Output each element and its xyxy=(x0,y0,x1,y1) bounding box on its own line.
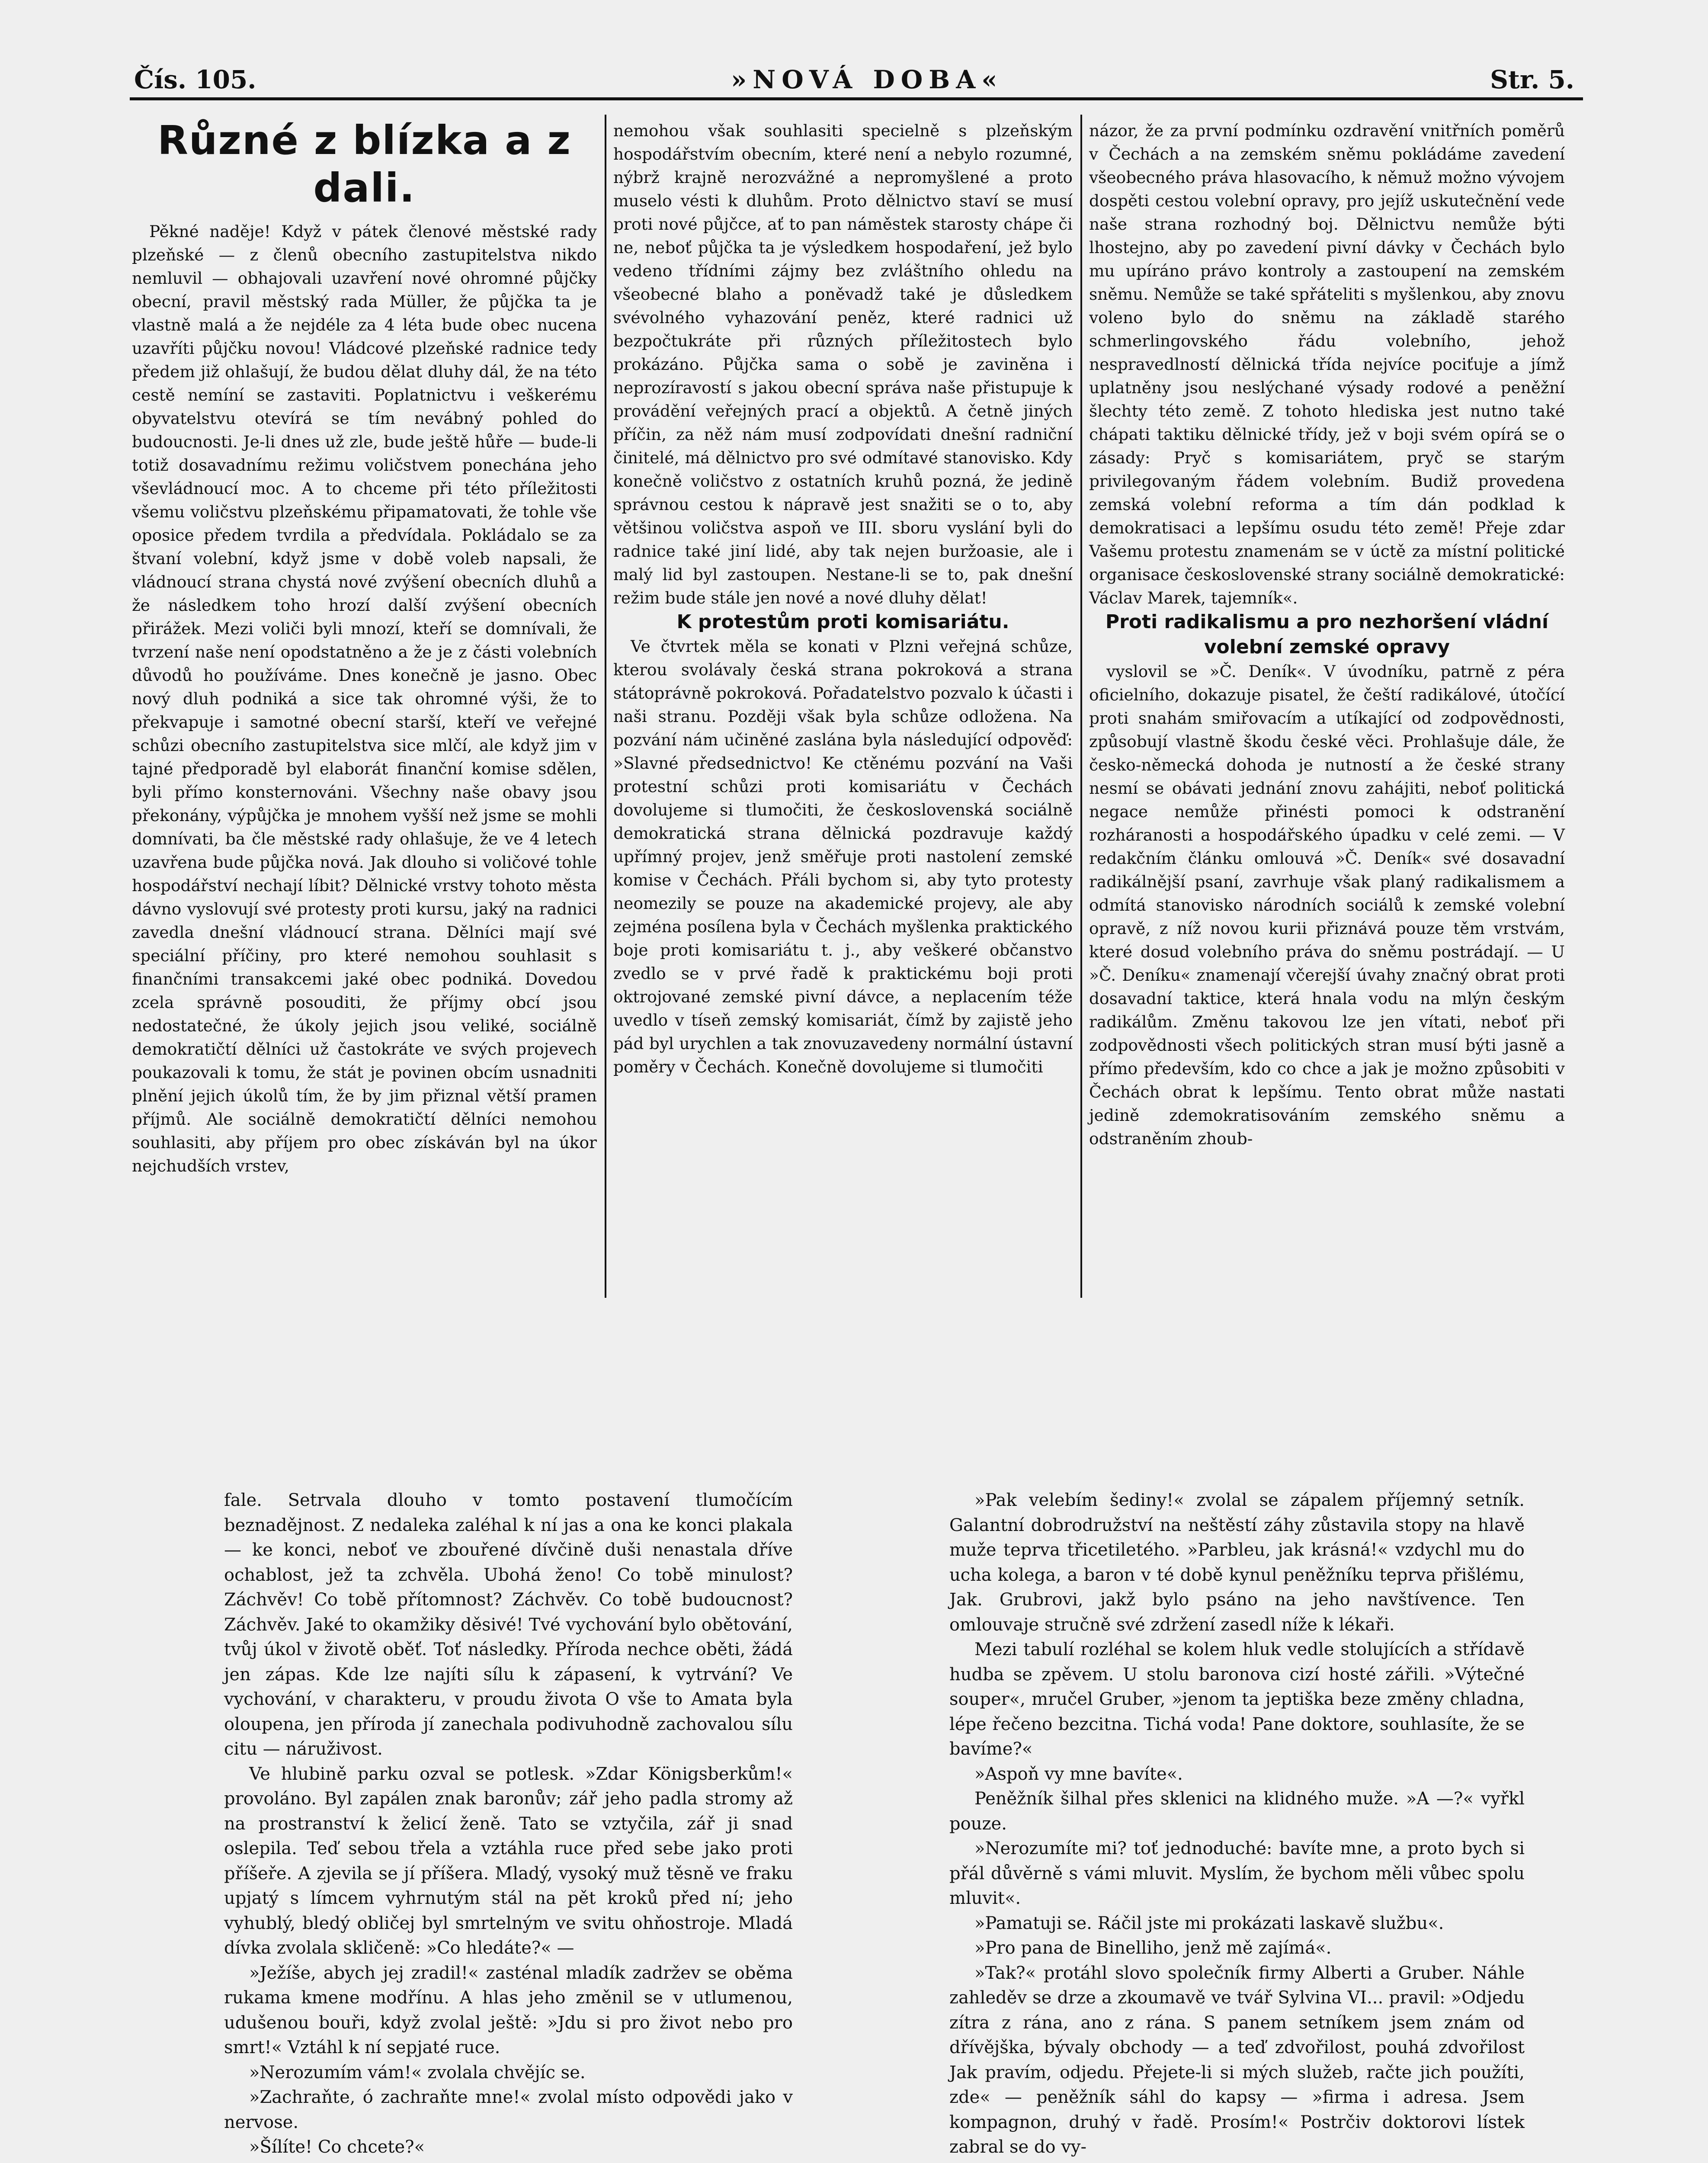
story-paragraph: »Zachraňte, ó zachraňte mne!« zvolal místo odpovědi jako v nervose. xyxy=(224,2087,793,2132)
column-2-paragraph: nemohou však souhlasiti specielně s plzeňským hospodářstvím obecním, které není a nebylo rozumné, nýbrž krajně nerozvážné a nepromyšlené a proto muselo vésti k dluhům. Proto dělnictvo staví se musí proti nové půjčce, ať to pan náměstek starosty chápe či ne, neboť půjčka ta je výsledkem hospodaření, jež bylo vedeno třídními zájmy bez zvláštního ohledu na všeobecné blaho a poněvadž také je důsledkem svévolného vyhazování peněz, které radnici už bezpočtukráte při různých příležitostech bylo prokázáno. Půjčka sama o sobě je zaviněna i neprozíravostí s jakou obecní správa naše přistupuje k provádění veřejných prací a objektů. A četně jiných příčin, za něž nám musí zodpovídati dnešní radniční činitelé, má dělnictvo pro své odmítavé stanovisko. Kdy konečně voličstvo z ostatních kruhů pozná, že jedině správnou cestou k nápravě jest snažiti se o to, aby většinou voličstva aspoň ve III. sboru vyslání byli do radnice také jiní lidé, aby tak nejen buržoasie, ale i malý lid byl zastoupen. Nestane-li se to, pak dnešní režim bude stále jen nové a nové dluhy dělat! xyxy=(613,121,1073,607)
column-2 xyxy=(613,119,1073,1078)
header-rule xyxy=(130,97,1583,100)
column-1-paragraph: Pěkné naděje! Když v pátek členové městské rady plzeňské — z členů obecního zastupitelstva nikdo nemluvil — obhajovali uzavření nové ohromné půjčky obecní, pravil městský rada Müller, že půjčka ta je vlastně malá a že nejdéle za 4 léta bude obec nucena uzavříti půjčku novou! Vládcové plzeňské radnice tedy předem již ohlašují, že budou dělat dluhy dál, že na této cestě nemíní se zastaviti. Poplatnictvu i veškerému obyvatelstvu otevírá se tím nevábný pohled do budoucnosti. Je-li dnes už zle, bude ještě hůře — bude-li totiž dosavadnímu režimu voličstvem ponechána jeho vševládnoucí moc. A to chceme při této příležitosti všemu voličstvu plzeňskému připamatovati, že tohle vše oposice předem tvrdila a předvídala. Pokládalo se za štvaní volební, když jsme v době voleb napsali, že vládnoucí strana chystá nové zvýšení obecních dluhů a že následkem toho hrozí další zvýšení obecních přirážek. Mezi voliči byli mnozí, kteří se domnívali, že tvrzení naše není opodstatněno a že je z části volebních důvodů ho používáme. Dnes konečně je jasno. Obec nový dluh podniká a sice tak ohromné výši, že to překvapuje i samotné obecní starší, kteří ve veřejné schůzi obecního zastupitelstva sice mlčí, ale když jim v tajné předporadě byl elaborát finanční komise sdělen, byli přímo konsternováni. Všechny naše obavy jsou překonány, výpůjčka je mnohem vyšší než jsme se mohli domnívati, ba čle městské rady ohlašuje, že ve 4 letech uzavřena bude půjčka nová. Jak dlouho si voličové tohle hospodářství nechají líbit? Dělnické vrstvy tohoto města dávno vyslovují své protesty proti kursu, jaký na radnici zavedla dnešní vládnoucí strana. Dělníci mají své speciální příčiny, pro které nemohou souhlasit s finančními transakcemi jaké obec podniká. Dovedou zcela správně posouditi, že příjmy obcí jsou nedostatečné, že úkoly jejich jsou veliké, sociálně demokratičtí dělníci už častokráte ve svých projevech poukazovali k tomu, že stát je povinen obcím usnadniti plnění jejich úkolů tím, že by jim přiznal větší pramen příjmů. Ale sociálně demokratičtí dělníci nemohou souhlasiti, aby příjem pro obec získáván byl na úkor nejchudších vrstev, xyxy=(132,222,597,1175)
page-number: Str. 5. xyxy=(1490,65,1574,94)
issue-number: Čís. 105. xyxy=(134,65,256,94)
story-paragraph: Ve hlubině parku ozval se potlesk. »Zdar Königsberkům!« provoláno. Byl zapálen znak baronův; zář jeho padla stromy až na prostranství k želicí ženě. Tato se vztyčila, zář ji snad oslepila. Teď sebou třela a vztáhla ruce před sebe jako proti příšeře. A zjevila se jí příšera. Mladý, vysoký muž těsně ve fraku upjatý s límcem vyhrnutým stál na pět kroků před ní; jeho vyhublý, bledý obličej byl smrtelným ve svitu ohňostroje. Mladá dívka zvolala skličeně: »Co hledáte?« — xyxy=(224,1764,793,1958)
column-2-subhead: K protestům proti komisariátu. xyxy=(676,611,1009,633)
story-paragraph: fale. Setrvala dlouho v tomto postavení tlumočícím beznadějnost. Z nedaleka zaléhal k ní jas a ona ke konci plakala — ke konci, neboť ve zbouřené dívčině duši nenastala dříve ochablost, jež ta zchvěla. Ubohá ženo! Co tobě minulost? Záchvěv! Co tobě přítomnost? Záchvěv. Co tobě budoucnost? Záchvěv. Jaké to okamžiky děsivé! Tvé vychování bylo obětování, tvůj úkol v životě oběť. Toť následky. Příroda nechce oběti, žádá jen zápas. Kde lze najíti sílu k zápasení, k vytrvání? Ve vychování, v charakteru, v proudu života O vše to Amata byla oloupena, jen příroda jí zanechala podivuhodně zachovalou sílu citu — náruživost. xyxy=(224,1490,793,1759)
column-1 xyxy=(132,117,597,1178)
column-divider-2 xyxy=(1080,115,1082,1298)
story-paragraph: »Tak?« protáhl slovo společník firmy Alberti a Gruber. Náhle zahleděv se drze a zkoumavě ve tvář Sylvina VI... pravil: »Odjedu zítra z rána, ano z rána. S panem setníkem jsem znám od dřívějška, bývaly obchody — a teď zdvořilost, pouhá zdvořilost Jak pravím, odjedu. Přejete-li si mých služeb, račte jich použíti, zde« — peněžník sáhl do kapsy — »firma i adresa. Jsem kompagnon, druhý v řadě. Prosím!« Postrčiv doktorovi lístek zabral se do vy- xyxy=(949,1963,1525,2157)
story-paragraph: »Pro pana de Binelliho, jenž mě zajímá«. xyxy=(974,1938,1332,1958)
story-paragraph: »Pamatuji se. Ráčil jste mi prokázati laskavě službu«. xyxy=(974,1913,1444,1933)
serial-story-left xyxy=(224,1488,793,2160)
column-divider-1 xyxy=(605,115,606,1298)
story-paragraph: Mezi tabulí rozléhal se kolem hluk vedle stolujících a střídavě hudba se zpěvem. U stolu baronova cizí hosté zářili. »Výtečné souper«, mručel Gruber, »jenom ta jeptiška beze změny chladna, lépe řečeno bezcitna. Tichá voda! Pane doktore, souhlasíte, že se bavíme?« xyxy=(949,1640,1525,1759)
story-paragraph: »Šílíte! Co chcete?« xyxy=(249,2137,425,2157)
column-3-paragraph: vyslovil se »Č. Deník«. V úvodníku, patrně z péra oficielního, dokazuje pisatel, že čeští radikálové, útočící proti snahám smiřovacím a utíkající od zodpovědnosti, způsobují vlastně škodu české věci. Prohlašuje dále, že česko-německá dohoda je nutností a že české strany nesmí se obávati jednání znovu zahájiti, neboť politická negace nemůže přinésti pomoci k odstranění rozháranosti a hospodářského úpadku v celé zemi. — V redakčním článku omlouvá »Č. Deník« své dosavadní radikálnější psaní, zavrhuje však planý radikalismem a odmítá stanovisko národních sociálů k zemské volební opravě, z níž novou kurii přiznává pouze těm vrstvám, které dosud volebního práva do sněmu postrádají. — U »Č. Deníku« znamenají včerejší úvahy značný obrat proti dosavadní taktice, která hnala vodu na mlýn českým radikálům. Změnu takovou lze jen vítati, neboť při zodpovědnosti všech politických stran musí býti jasně a přímo především, kdo co chce a jak je možno způsobiti v Čechách obrat k lepšímu. Tento obrat může nastati jedině zdemokratisováním zemského sněmu a odstraněním zhoub- xyxy=(1089,662,1565,1148)
story-paragraph: »Ježíše, abych jej zradil!« zasténal mladík zadržev se oběma rukama kmene modřínu. A hlas jeho změnil se v utlumenou, udušenou bouři, když zvolal ještě: »Jdu si pro život nebo pro smrt!« Vztáhl k ní sepjaté ruce. xyxy=(224,1963,793,2057)
column-3-paragraph: názor, že za první podmínku ozdravění vnitřních poměrů v Čechách a na zemském sněmu pokládáme zavedení všeobecného práva hlasovacího, k němuž možno vývojem dospěti cestou volební opravy, pro jejíž uskutečnění vede naše strana rozhodný boj. Dělnictvu nemůže býti lhostejno, aby po zavedení pivní dávky v Čechách bylo mu upíráno právo kontroly a zastoupení na zemském sněmu. Nemůže se také spřáteliti s myšlenkou, aby znovu voleno bylo do sněmu na základě starého schmerlingovského řádu volebního, jehož nespravedlností dělnická třída nejvíce pociťuje a jímž uplatněny jsou neslýchané výsady rodové a peněžní šlechty této země. Z tohoto hlediska jest nutno také chápati taktiku dělnické třídy, jež v boji svém opírá se o zásady: Pryč s komisariátem, pryč se starým privilegovaným řádem volebním. Budiž provedena zemská volební reforma a tím dán podklad k demokratisaci a lepšímu osudu této země! Přeje zdar Vašemu protestu znamenám se v úctě za místní politické organisace československé strany sociálně demokratické: Václav Marek, tajemník«. xyxy=(1089,121,1565,607)
serial-story-right xyxy=(949,1488,1525,2160)
story-paragraph: Peněžník šilhal přes sklenici na klidného muže. »A —?« vyřkl pouze. xyxy=(949,1789,1525,1834)
story-paragraph: »Nerozumíte mi? toť jednoduché: bavíte mne, a proto bych si přál důvěrně s vámi mluvit. Myslím, že bychom měli vůbec spolu mluvit«. xyxy=(949,1839,1525,1908)
column-3-subhead: Proti radikalismu a pro nezhoršení vládní volební zemské opravy xyxy=(1105,611,1549,658)
story-paragraph: »Nerozumím vám!« zvolala chvějíc se. xyxy=(249,2062,586,2083)
story-paragraph: »Aspoň vy mne bavíte«. xyxy=(974,1764,1183,1784)
column-2-paragraph: Ve čtvrtek měla se konati v Plzni veřejná schůze, kterou svolávaly česká strana pokroková a strana státoprávně pokroková. Pořadatelstvo pozvalo k účasti i naši stranu. Později však byla schůze odložena. Na pozvání nám učiněné zaslána byla následující odpověď: »Slavné předsednictvo! Ke ctěnému pozvání na Vaši protestní schůzi proti komisariátu v Čechách dovolujeme si tlumočiti, že československá sociálně demokratická strana dělnická pozdravuje každý upřímný projev, jenž směřuje proti nastolení zemské komise v Čechách. Přáli bychom si, aby tyto protesty neomezily se pouze na akademické projevy, ale aby zejména posílena byla v Čechách myšlenka praktického boje proti komisariátu t. j., aby veškeré občanstvo zvedlo se v prvé řadě k praktickému boji proti oktrojované zemské pivní dávce, a neplacením téže uvedlo v tíseň zemský komisariát, čímž by zajistě jeho pád byl urychlen a tak znovuzavedeny normální ústavní poměry v Čechách. Konečně dovolujeme si tlumočiti xyxy=(613,637,1073,1076)
page-header xyxy=(134,65,1574,99)
newspaper-name: »NOVÁ DOBA« xyxy=(731,65,1003,94)
column-3 xyxy=(1089,119,1565,1150)
section-title: Různé z blízka a z dali. xyxy=(157,117,571,211)
story-paragraph: »Pak velebím šediny!« zvolal se zápalem příjemný setník. Galantní dobrodružství na neštěstí záhy zůstavila stopy na hlavě muže teprva třicetiletého. »Parbleu, jak krásná!« vzdychl mu do ucha kolega, a baron v té době kynul peněžníku teprva přišlému, Jak. Grubrovi, jakž bylo psáno na jeho navštívence. Ten omlouvaje stručně své zdržení zasedl níže k lékaři. xyxy=(949,1490,1525,1635)
